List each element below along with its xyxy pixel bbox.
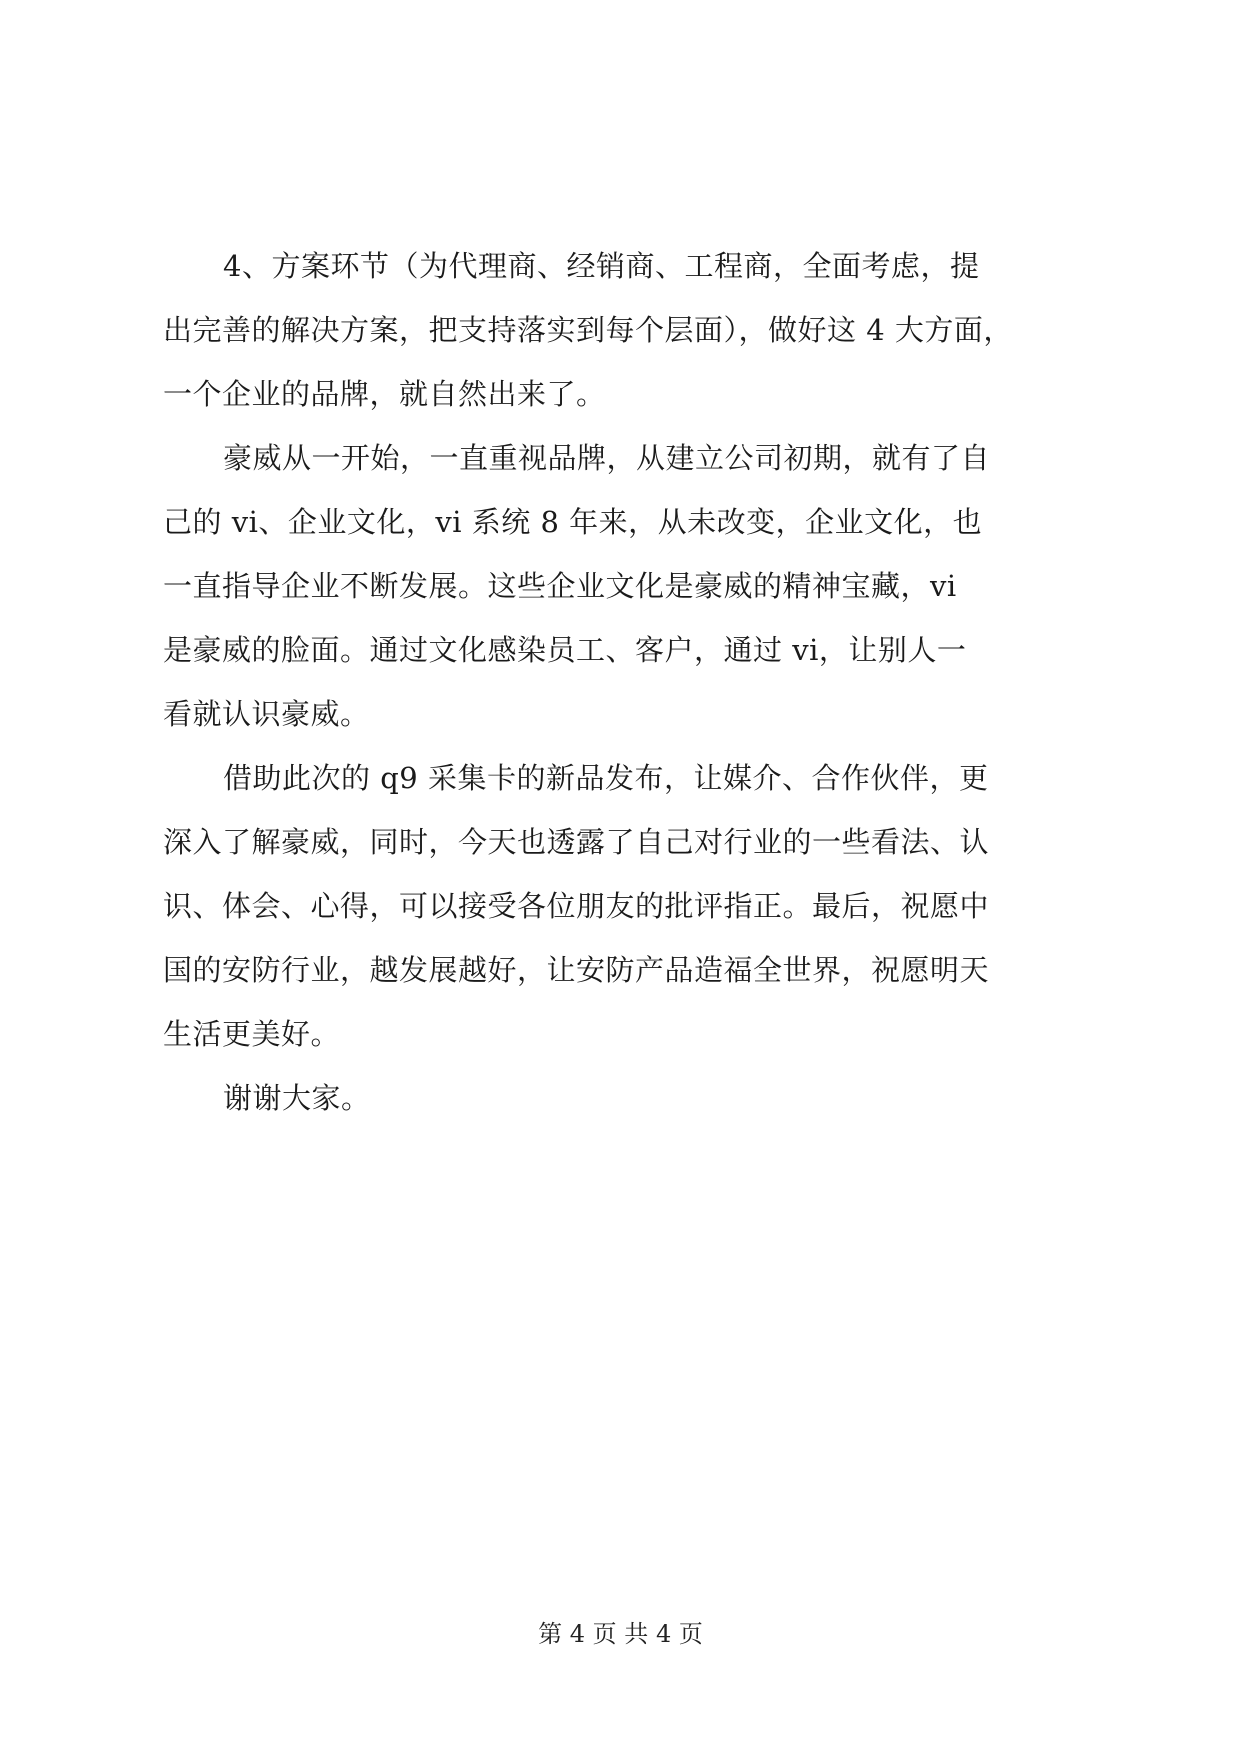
text-line: 一个企业的品牌，就自然出来了。 <box>163 377 606 411</box>
text-line: 4、方案环节（为代理商、经销商、工程商，全面考虑，提 <box>223 249 980 283</box>
text-line: 深入了解豪威，同时，今天也透露了自己对行业的一些看法、认 <box>163 825 990 859</box>
document-body <box>163 234 1088 1130</box>
text-line: 国的安防行业，越发展越好，让安防产品造福全世界，祝愿明天 <box>163 953 990 987</box>
page-footer: 第 4 页 共 4 页 <box>538 1620 703 1648</box>
text-line: 一直指导企业不断发展。这些企业文化是豪威的精神宝藏，vi <box>163 569 957 603</box>
text-line: 借助此次的 q9 采集卡的新品发布，让媒介、合作伙伴，更 <box>223 761 989 795</box>
text-line: 己的 vi、企业文化，vi 系统 8 年来，从未改变，企业文化，也 <box>163 505 983 539</box>
text-line: 识、体会、心得，可以接受各位朋友的批评指正。最后，祝愿中 <box>163 889 990 923</box>
paragraph-plan-step <box>163 234 1088 426</box>
paragraph-brand <box>163 426 1088 746</box>
text-line: 是豪威的脸面。通过文化感染员工、客户，通过 vi，让别人一 <box>163 633 967 667</box>
text-line: 看就认识豪威。 <box>163 697 370 731</box>
paragraph-launch <box>163 746 1088 1066</box>
text-line: 生活更美好。 <box>163 1017 341 1051</box>
paragraph-thanks <box>163 1066 1088 1130</box>
text-line: 豪威从一开始，一直重视品牌，从建立公司初期，就有了自 <box>223 441 991 475</box>
text-line: 出完善的解决方案，把支持落实到每个层面），做好这 4 大方面， <box>163 313 1013 347</box>
text-line: 谢谢大家。 <box>223 1081 371 1115</box>
